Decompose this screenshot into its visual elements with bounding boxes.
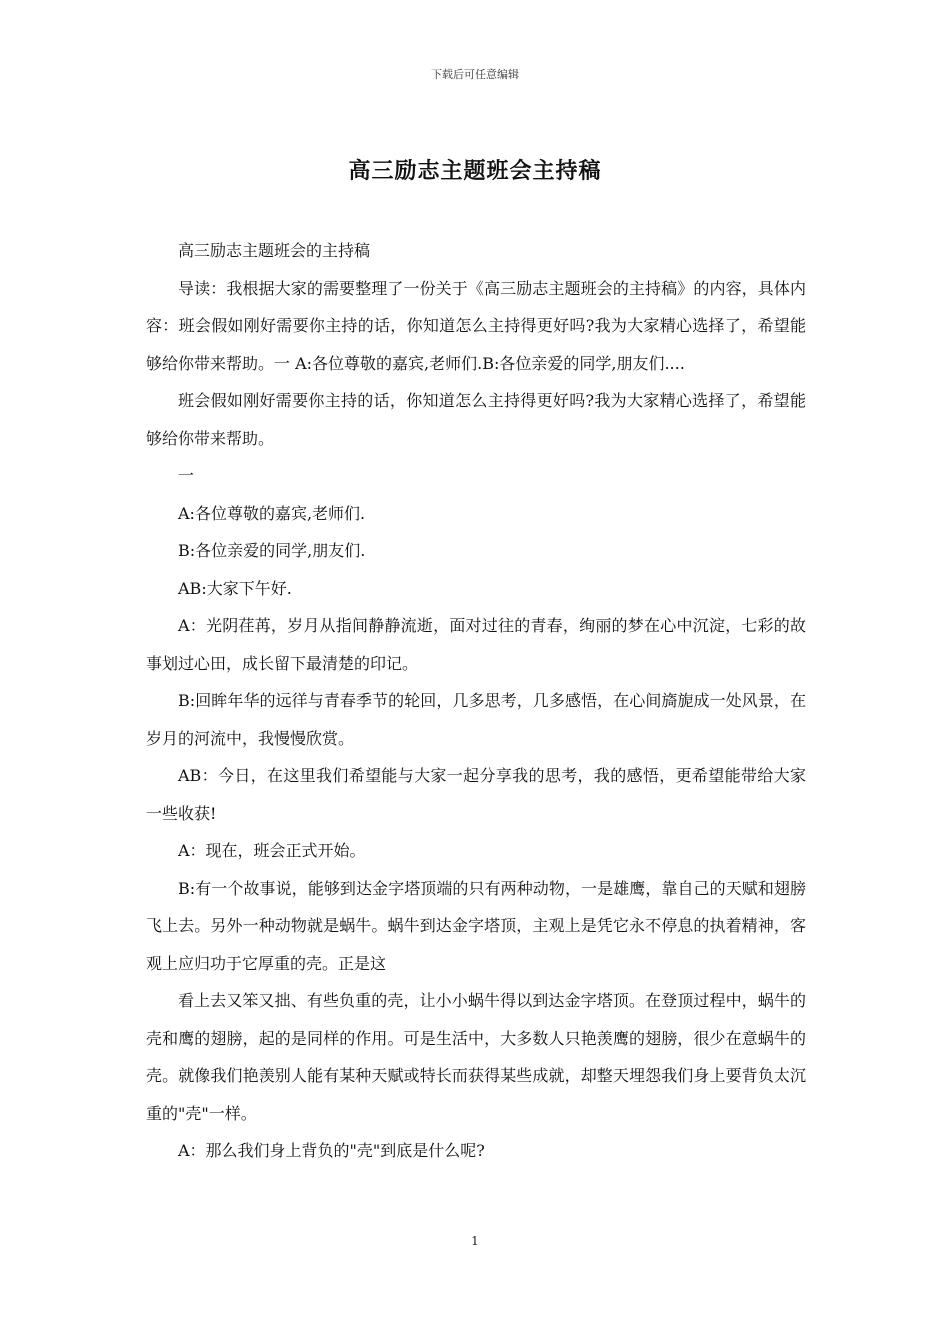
page-header-note: 下载后可任意编辑 xyxy=(431,68,519,81)
paragraph: A：现在，班会正式开始。 xyxy=(178,841,366,860)
paragraph-section-number: 一 xyxy=(178,466,195,485)
paragraph-subtitle: 高三励志主题班会的主持稿 xyxy=(178,241,371,260)
paragraph-intro: 导读：我根据大家的需要整理了一份关于《高三励志主题班会的主持稿》的内容，具体内容：班会假如刚好需要你主持的话，你知道怎么主持得更好吗?我为大家精心选择了，希望能够给你带来帮助。一 A:各位尊敬的嘉宾,老师们.B:各位亲爱的同学,朋友们.... xyxy=(146,278,806,373)
paragraph: A：那么我们身上背负的"壳"到底是什么呢? xyxy=(178,1141,485,1160)
paragraph: A:各位尊敬的嘉宾,老师们. xyxy=(178,503,366,523)
document-title: 高三励志主题班会主持稿 xyxy=(348,159,602,184)
paragraph: A：光阴荏苒，岁月从指间静静流逝，面对过往的青春，绚丽的梦在心中沉淀，七彩的故事划过心田，成长留下最清楚的印记。 xyxy=(146,616,806,673)
paragraph: B:有一个故事说，能够到达金字塔顶端的只有两种动物，一是雄鹰，靠自己的天赋和翅膀飞上去。另外一种动物就是蜗牛。蜗牛到达金字塔顶，主观上是凭它永不停息的执着精神，客观上应归功于它厚重的壳。正是这 xyxy=(146,878,806,973)
paragraph: 班会假如刚好需要你主持的话，你知道怎么主持得更好吗?我为大家精心选择了，希望能够给你带来帮助。 xyxy=(146,391,806,448)
paragraph: B:回眸年华的远徉与青春季节的轮回，几多思考，几多感悟，在心间旖旎成一处风景，在岁月的河流中，我慢慢欣赏。 xyxy=(146,691,806,748)
paragraph: AB:大家下午好. xyxy=(178,578,292,598)
paragraph: AB：今日，在这里我们希望能与大家一起分享我的思考，我的感悟，更希望能带给大家一些收获! xyxy=(146,766,806,823)
paragraph: B:各位亲爱的同学,朋友们. xyxy=(178,541,366,560)
paragraph: 看上去又笨又拙、有些负重的壳，让小小蜗牛得以到达金字塔顶。在登顶过程中，蜗牛的壳和鹰的翅膀，起的是同样的作用。可是生活中，大多数人只艳羡鹰的翅膀，很少在意蜗牛的壳。就像我们艳羡别人能有某种天赋或特长而获得某些成就，却整天埋怨我们身上要背负太沉重的"壳"一样。 xyxy=(146,991,806,1123)
document-body xyxy=(146,232,806,1170)
page-number: 1 xyxy=(471,1234,479,1248)
